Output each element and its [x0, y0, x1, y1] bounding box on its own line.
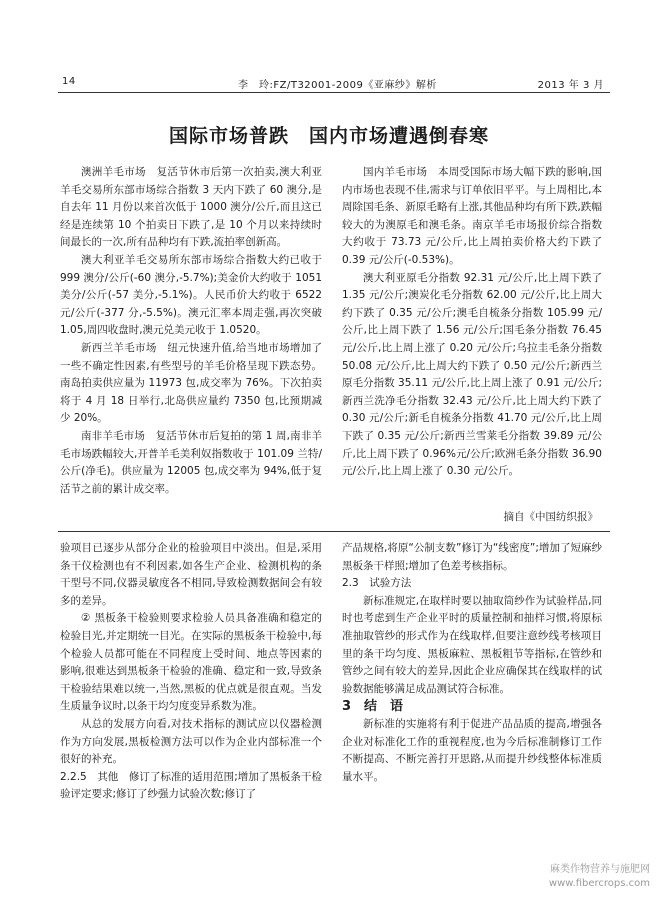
paragraph: 南非羊毛市场 复活节休市后复拍的第 1 周,南非羊毛市场跌幅较大,开普羊毛美利奴指数收于 101.09 兰特/公斤(净毛)。供应量为 12005 包,成交率为 94%,低于复活节之前的累计成交率。 [60, 429, 322, 495]
watermark-url: www.fibercrops.com [548, 878, 650, 889]
article-title: 国际市场普跌 国内市场遭遇倒春寒 [168, 125, 489, 147]
subsection-heading: 2.3 试验方法 [342, 577, 412, 590]
paragraph: 验项目已逐步从部分企业的检验项目中淡出。但是,采用条干仪检测也有不利因素,如各生产企业、检测机构的条干型号不同,仪器灵敏度各不相同,导致检测数据间会有较多的差异。 [60, 542, 322, 607]
lower-left-column [60, 540, 322, 804]
paragraph: 新标准规定,在取样时要以抽取筒纱作为试验样品,同时也考虑到生产企业平时的质量控制和抽样习惯,将原标准抽取管纱的形式作为在线取样,但要注意纱线考核项目里的条干均匀度、黑板麻粒、黑板粗节等指标,在管纱和管纱之间有较大的差异,因此企业应确保其在线取样的试验数据能够满足成品测试符合标准。 [342, 594, 602, 695]
article-left-column [60, 164, 322, 498]
paragraph: 澳大利亚原毛分指数 92.31 元/公斤,比上周下跌了 1.35 元/公斤;澳炭化毛分指数 62.00 元/公斤,比上周大约下跌了 0.35 元/公斤;澳毛自梳条分指数 105.99 元/公斤,比上周下跌了 1.56 元/公斤;国毛条分指数 76.45 元/公斤,比上周上涨了 0.20 元/公斤;乌拉圭毛条分指数 50.08 元/公斤,比上周大约下跌了 0.50 元/公斤;新西兰原毛分指数 35.11 元/公斤,比上周上涨了 0.91 元/公斤;新西兰洗净毛分指数 32.43 元/公斤,比上周大约下跌了 0.30 元/公斤;新毛自梳条分指数 41.70 元/公斤,比上周下跌了 0.35 元/公斤;新西兰雪莱毛分指数 39.89 元/公斤,比上周下跌了 0.96%元/公斤;欧洲毛条分指数 36.90 元/公斤,比上周上涨了 0.30 元/公斤。 [342, 271, 602, 478]
watermark-line: 麻类作物营养与施肥网 [550, 864, 650, 875]
paragraph: 产品规格,将原“公制支数”修订为“线密度”;增加了短麻纱黑板条干样照;增加了色差考核指标。 [342, 542, 602, 572]
issue-date: 2013 年 3 月 [537, 80, 604, 91]
paragraph: 澳洲羊毛市场 复活节休市后第一次拍卖,澳大利亚羊毛交易所东部市场综合指数 3 天内下跌了 60 澳分,是自去年 11 月份以来首次低于 1000 澳分/公斤,而且这已经是连续第 10 个拍卖日下跌了,是 10 个月以来持续时间最长的一次,所有品种均有下跌,流拍率创新高。 [60, 166, 322, 249]
header-rule [58, 92, 610, 93]
subsection-paragraph: 2.2.5 其他 修订了标准的适用范围;增加了黑板条干检验评定要求;修订了纱强力试验次数;修订了 [60, 770, 322, 801]
paragraph: ② 黑板条干检验则要求检验人员具备准确和稳定的检验目光,并定期统一目光。在实际的黑板条干检验中,每个检验人员都可能在不同程度上受时间、地点等因素的影响,很难达到黑板条干检验的准确、稳定和一致,导致条干检验结果难以统一,当然,黑板的优点就是很直观。当发生质量争议时,以条干均匀度变异系数为准。 [60, 612, 322, 713]
lower-right-column [342, 540, 602, 786]
article-source: 摘自《中国纺织报》 [503, 511, 598, 523]
running-title: 李 玲:FZ/T32001-2009《亚麻纱》解析 [238, 80, 437, 91]
paragraph: 澳大利亚羊毛交易所东部市场综合指数大约已收于 999 澳分/公斤(-60 澳分,-5.7%);美金价大约收于 1051 美分/公斤(-57 美分,-5.1%)。人民币价大约收于 6522 元/公斤(-377 分,-5.5%)。澳元汇率本周走强,再次突破 1.05,周四收盘时,澳元兑美元收于 1.0520。 [60, 253, 322, 337]
page-number: 14 [62, 76, 76, 87]
paragraph: 国内羊毛市场 本周受国际市场大幅下跌的影响,国内市场也表现不佳,需求与订单依旧平平。与上周相比,本周除国毛条、新原毛略有上涨,其他品种均有所下跌,跌幅较大的为澳原毛和澳毛条。南京羊毛市场报价综合指数大约收于 73.73 元/公斤,比上周拍卖价格大约下跌了 0.39 元/公斤(-0.53%)。 [342, 166, 602, 266]
section-divider [58, 531, 610, 532]
watermark [549, 863, 650, 891]
section-heading: 3 结 语 [342, 699, 404, 715]
paragraph: 新标准的实施将有利于促进产品品质的提高,增强各企业对标准化工作的重视程度,也为今后标准制修订工作不断提高、不断完善打开思路,从而提升纱线整体标准质量水平。 [342, 717, 602, 783]
paragraph: 新西兰羊毛市场 纽元快速升值,给当地市场增加了一些不确定性因素,有些型号的羊毛价格呈现下跌态势。南岛拍卖供应量为 11973 包,成交率为 76%。下次拍卖将于 4 月 18 日举行,北岛供应量约 7350 包,比预期减少 20%。 [60, 341, 322, 425]
paragraph: 从总的发展方向看,对技术指标的测试应以仪器检测作为方向发展,黑板检测方法可以作为企业内部标准一个很好的补充。 [60, 717, 322, 766]
article-right-column [342, 164, 602, 481]
